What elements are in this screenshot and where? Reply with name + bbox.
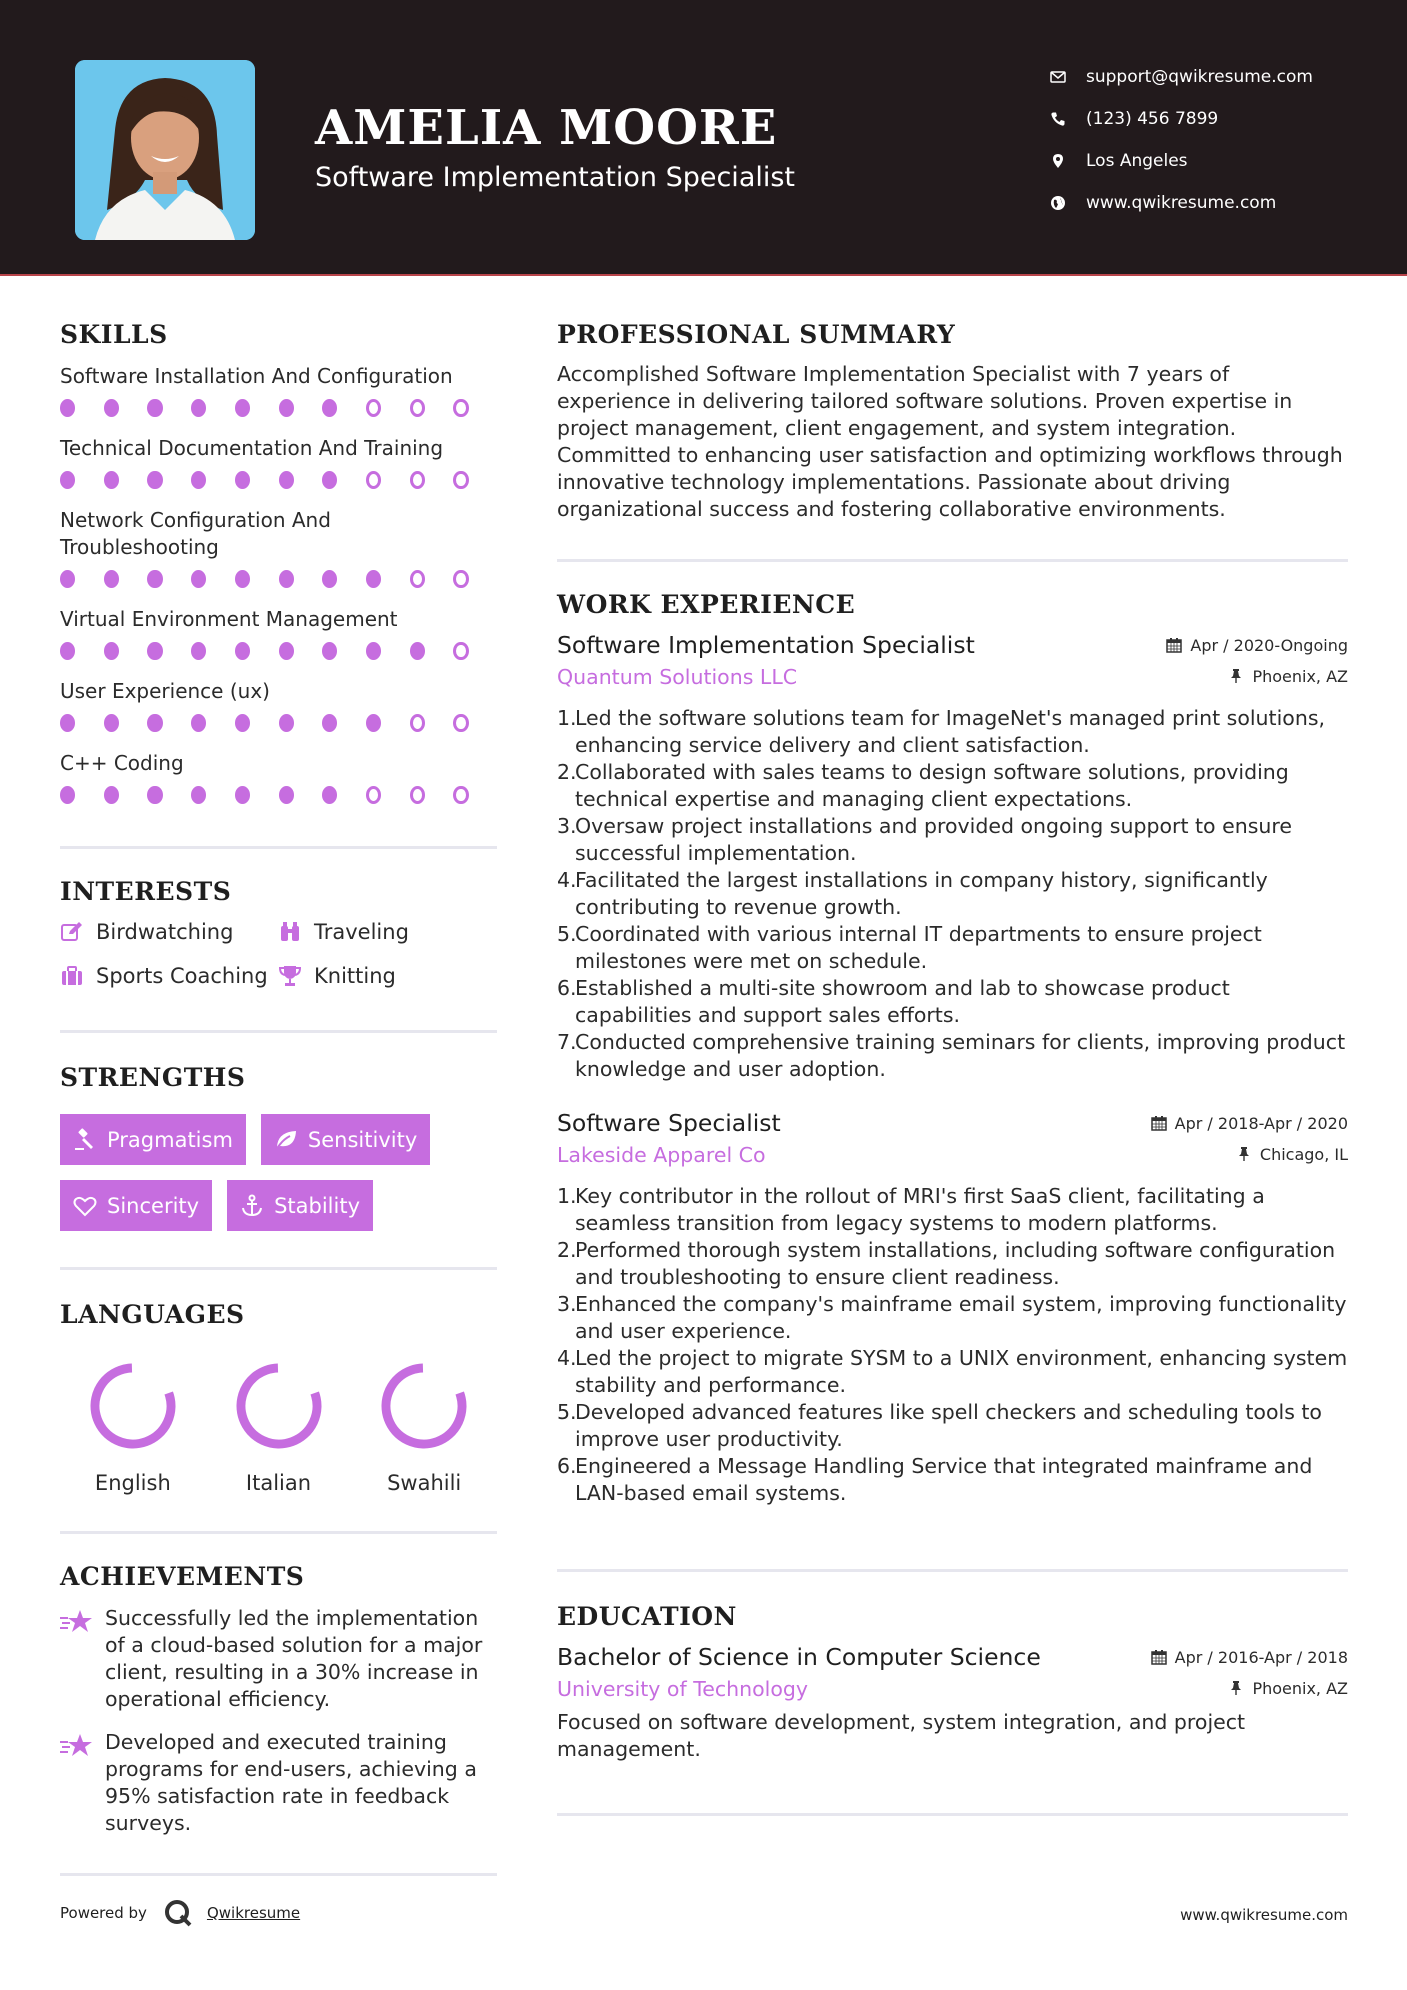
leaf-icon	[274, 1128, 298, 1152]
rating-dot-empty	[453, 714, 468, 732]
rating-dot-filled	[104, 714, 119, 732]
skill-rating	[60, 471, 497, 489]
rating-dot-empty	[366, 471, 381, 489]
skill-item	[60, 750, 497, 804]
rating-dot-filled	[60, 471, 75, 489]
duty-text: Enhanced the company's mainframe email system, improving functionality and user experience.	[575, 1292, 1347, 1343]
star-icon	[60, 1605, 105, 1713]
contact-email[interactable]	[1050, 56, 1313, 98]
education-location-text: Phoenix, AZ	[1252, 1678, 1348, 1698]
interest-label: Traveling	[314, 920, 409, 944]
calendar-icon	[1151, 1115, 1167, 1131]
candidate-title: Software Implementation Specialist	[315, 162, 796, 193]
rating-dot-filled	[235, 399, 250, 417]
section-divider	[557, 1569, 1348, 1572]
calendar-icon	[1151, 1649, 1167, 1665]
duty-text: Collaborated with sales teams to design software solutions, providing technical expertise and managing client expectations.	[575, 760, 1289, 811]
strength-label: Sincerity	[107, 1193, 200, 1218]
trophy-icon	[278, 964, 314, 988]
job-location-text: Chicago, IL	[1259, 1144, 1348, 1164]
rating-dot-filled	[147, 642, 162, 660]
rating-dot-filled	[279, 570, 294, 588]
achievements-section	[60, 1562, 497, 1837]
duty-text: Led the software solutions team for ImageNet's managed print solutions, enhancing service delivery and client satisfaction.	[575, 706, 1326, 757]
language-item	[60, 1359, 206, 1495]
contact-list	[1050, 56, 1313, 224]
job-location	[1228, 667, 1348, 686]
languages-list	[60, 1359, 497, 1495]
language-progress-ring	[86, 1359, 180, 1453]
contact-website[interactable]	[1050, 182, 1313, 224]
duties-list	[557, 705, 1348, 1083]
skill-rating	[60, 642, 497, 660]
interest-item	[60, 920, 278, 944]
language-progress-ring	[377, 1359, 471, 1453]
skill-name: Technical Documentation And Training	[60, 436, 444, 460]
rating-dot-filled	[147, 570, 162, 588]
summary-text: Accomplished Software Implementation Specialist with 7 years of experience in delivering tailored software solutions. Proven expertise in project management, client engagement, and system integration. Committed to enhancing user satisfaction and optimizing workflows through innovative technology implementations. Passionate about driving organizational success and fostering collaborative environments.	[557, 362, 1343, 521]
section-divider	[557, 1813, 1348, 1816]
duty-item	[557, 1183, 1348, 1237]
language-name: Swahili	[387, 1471, 462, 1495]
school-name: University of Technology	[557, 1677, 809, 1701]
rating-dot-empty	[410, 786, 425, 804]
skill-item	[60, 435, 497, 489]
job-location	[1236, 1145, 1348, 1164]
duty-text: Engineered a Message Handling Service that integrated mainframe and LAN-based email systems.	[575, 1454, 1313, 1505]
interest-item	[278, 920, 478, 944]
achievement-item	[60, 1729, 497, 1837]
rating-dot-filled	[322, 714, 337, 732]
rating-dot-empty	[453, 570, 468, 588]
language-name: English	[94, 1471, 171, 1495]
star-icon	[60, 1729, 105, 1837]
rating-dot-filled	[279, 786, 294, 804]
section-divider	[60, 1873, 497, 1876]
contact-website-text: www.qwikresume.com	[1086, 193, 1277, 213]
strength-label: Sensitivity	[307, 1127, 418, 1152]
rating-dot-empty	[410, 471, 425, 489]
job-entry	[557, 1109, 1348, 1507]
rating-dot-filled	[191, 642, 206, 660]
duty-item	[557, 1453, 1348, 1507]
achievements-heading: ACHIEVEMENTS	[60, 1562, 305, 1591]
skill-item	[60, 678, 497, 732]
pushpin-icon	[1236, 1146, 1252, 1162]
achievement-text: Developed and executed training programs for end-users, achieving a 95% satisfaction rate in feedback surveys.	[105, 1730, 477, 1835]
skill-item	[60, 606, 497, 660]
footer-powered-by	[60, 1898, 300, 1928]
profile-photo	[75, 60, 255, 240]
interest-item	[278, 964, 478, 988]
section-divider	[60, 846, 497, 849]
duty-text: Conducted comprehensive training seminars for clients, improving product knowledge and user adoption.	[575, 1030, 1346, 1081]
duty-text: Led the project to migrate SYSM to a UNIX environment, enhancing system stability and performance.	[575, 1346, 1348, 1397]
strength-tag	[60, 1180, 212, 1231]
rating-dot-filled	[366, 570, 381, 588]
footer-url[interactable]: www.qwikresume.com	[1180, 1906, 1348, 1924]
rating-dot-filled	[104, 471, 119, 489]
education-heading: EDUCATION	[557, 1602, 737, 1631]
strength-tag	[60, 1114, 246, 1165]
job-title: Software Implementation Specialist	[557, 631, 975, 659]
rating-dot-filled	[322, 786, 337, 804]
phone-icon	[1050, 111, 1086, 127]
interests-heading: INTERESTS	[60, 877, 232, 906]
skills-section	[60, 320, 497, 804]
skill-name: C++ Coding	[60, 751, 184, 775]
rating-dot-filled	[279, 471, 294, 489]
education-dates-text: Apr / 2016-Apr / 2018	[1174, 1647, 1348, 1667]
rating-dot-empty	[410, 570, 425, 588]
duty-item	[557, 1029, 1348, 1083]
rating-dot-empty	[410, 714, 425, 732]
rating-dot-filled	[279, 642, 294, 660]
rating-dot-filled	[410, 642, 425, 660]
rating-dot-empty	[453, 642, 468, 660]
duty-number: 4.	[557, 868, 577, 892]
interests-list	[60, 920, 497, 988]
duty-text: Oversaw project installations and provided ongoing support to ensure successful implementation.	[575, 814, 1292, 865]
pushpin-icon	[1228, 668, 1244, 684]
rating-dot-filled	[235, 786, 250, 804]
gavel-icon	[73, 1128, 97, 1152]
language-item	[206, 1359, 352, 1495]
skill-name: Network Configuration And Troubleshooting	[60, 508, 331, 559]
duty-number: 4.	[557, 1346, 577, 1370]
rating-dot-empty	[366, 786, 381, 804]
strength-label: Pragmatism	[107, 1127, 233, 1152]
summary-heading: PROFESSIONAL SUMMARY	[557, 320, 956, 349]
job-entry	[557, 631, 1348, 1083]
pencil-square-icon	[60, 920, 96, 944]
section-divider	[557, 559, 1348, 562]
binoculars-icon	[278, 920, 314, 944]
skills-heading: SKILLS	[60, 320, 168, 349]
rating-dot-filled	[235, 471, 250, 489]
education-section	[557, 1602, 1348, 1763]
skill-rating	[60, 786, 497, 804]
duty-number: 5.	[557, 922, 577, 946]
contact-phone[interactable]	[1050, 98, 1313, 140]
rating-dot-filled	[191, 471, 206, 489]
section-divider	[60, 1030, 497, 1033]
rating-dot-filled	[104, 399, 119, 417]
rating-dot-filled	[235, 714, 250, 732]
duties-list	[557, 1183, 1348, 1507]
resume-header	[0, 0, 1407, 276]
rating-dot-filled	[235, 570, 250, 588]
rating-dot-filled	[60, 642, 75, 660]
heart-icon	[73, 1194, 97, 1218]
duty-item	[557, 705, 1348, 759]
achievement-text: Successfully led the implementation of a cloud-based solution for a major client, resulting in a 30% increase in operational efficiency.	[105, 1606, 483, 1711]
interest-label: Knitting	[314, 964, 396, 988]
duty-text: Established a multi-site showroom and lab to showcase product capabilities and support sales efforts.	[575, 976, 1230, 1027]
duty-item	[557, 759, 1348, 813]
skill-name: Virtual Environment Management	[60, 607, 398, 631]
job-dates-text: Apr / 2020-Ongoing	[1190, 635, 1348, 655]
company-name: Quantum Solutions LLC	[557, 665, 798, 689]
contact-location-text: Los Angeles	[1086, 151, 1188, 171]
anchor-icon	[240, 1194, 264, 1218]
rating-dot-filled	[104, 786, 119, 804]
rating-dot-filled	[322, 399, 337, 417]
contact-email-text: support@qwikresume.com	[1086, 67, 1313, 87]
skill-item	[60, 363, 497, 417]
skill-name: Software Installation And Configuration	[60, 364, 453, 388]
strength-tag	[261, 1114, 430, 1165]
rating-dot-filled	[147, 399, 162, 417]
rating-dot-empty	[453, 471, 468, 489]
summary-section	[557, 320, 1348, 523]
experience-heading: WORK EXPERIENCE	[557, 590, 856, 619]
rating-dot-filled	[147, 786, 162, 804]
interest-item	[60, 964, 278, 988]
strengths-heading: STRENGTHS	[60, 1063, 246, 1092]
skill-rating	[60, 399, 497, 417]
location-pin-icon	[1050, 153, 1086, 169]
qwikresume-link[interactable]: Qwikresume	[206, 1904, 301, 1922]
rating-dot-filled	[366, 714, 381, 732]
experience-section	[557, 590, 1348, 1507]
strengths-list	[60, 1114, 497, 1231]
duty-number: 5.	[557, 1400, 577, 1424]
qwikresume-logo-icon	[163, 1898, 193, 1928]
rating-dot-empty	[366, 399, 381, 417]
education-dates	[1151, 1648, 1348, 1667]
rating-dot-filled	[279, 399, 294, 417]
rating-dot-filled	[366, 642, 381, 660]
rating-dot-filled	[147, 471, 162, 489]
skills-list	[60, 363, 497, 804]
right-column	[557, 320, 1348, 1816]
duty-text: Coordinated with various internal IT departments to ensure project milestones were met on schedule.	[575, 922, 1262, 973]
section-divider	[60, 1267, 497, 1270]
skill-name: User Experience (ux)	[60, 679, 270, 703]
calendar-icon	[1166, 637, 1182, 653]
duty-number: 3.	[557, 1292, 577, 1316]
languages-section	[60, 1300, 497, 1495]
job-location-text: Phoenix, AZ	[1252, 666, 1348, 686]
rating-dot-filled	[322, 570, 337, 588]
pushpin-icon	[1228, 1680, 1244, 1696]
rating-dot-empty	[453, 399, 468, 417]
duty-item	[557, 867, 1348, 921]
rating-dot-filled	[104, 642, 119, 660]
rating-dot-filled	[147, 714, 162, 732]
duty-text: Performed thorough system installations, including software configuration and troubleshooting to ensure client readiness.	[575, 1238, 1336, 1289]
language-name: Italian	[245, 1471, 312, 1495]
job-dates-text: Apr / 2018-Apr / 2020	[1174, 1113, 1348, 1133]
company-name: Lakeside Apparel Co	[557, 1143, 766, 1167]
language-item	[351, 1359, 497, 1495]
duty-item	[557, 975, 1348, 1029]
skill-item	[60, 507, 497, 588]
rating-dot-filled	[104, 570, 119, 588]
rating-dot-filled	[60, 786, 75, 804]
contact-location	[1050, 140, 1313, 182]
interest-label: Sports Coaching	[96, 964, 268, 988]
rating-dot-filled	[322, 471, 337, 489]
suitcase-icon	[60, 964, 96, 988]
duty-item	[557, 813, 1348, 867]
skill-rating	[60, 714, 497, 732]
rating-dot-filled	[60, 399, 75, 417]
rating-dot-empty	[453, 786, 468, 804]
duty-number: 7.	[557, 1030, 577, 1054]
strength-tag	[227, 1180, 373, 1231]
duty-item	[557, 1237, 1348, 1291]
interests-section	[60, 877, 497, 988]
globe-icon	[1050, 195, 1086, 211]
left-column	[60, 320, 497, 1876]
job-dates	[1151, 1114, 1348, 1133]
job-dates	[1166, 636, 1348, 655]
rating-dot-empty	[410, 399, 425, 417]
rating-dot-filled	[191, 786, 206, 804]
rating-dot-filled	[191, 399, 206, 417]
duty-number: 1.	[557, 1184, 577, 1208]
education-location	[1228, 1679, 1348, 1698]
duty-number: 6.	[557, 976, 577, 1000]
duty-number: 2.	[557, 760, 577, 784]
duty-item	[557, 1399, 1348, 1453]
languages-heading: LANGUAGES	[60, 1300, 245, 1329]
education-description: Focused on software development, system integration, and project management.	[557, 1710, 1246, 1761]
duty-item	[557, 1345, 1348, 1399]
section-divider	[60, 1531, 497, 1534]
duty-number: 3.	[557, 814, 577, 838]
duty-text: Developed advanced features like spell checkers and scheduling tools to improve user productivity.	[575, 1400, 1322, 1451]
job-title: Software Specialist	[557, 1109, 781, 1137]
duty-number: 2.	[557, 1238, 577, 1262]
duty-item	[557, 921, 1348, 975]
language-progress-ring	[232, 1359, 326, 1453]
strengths-section	[60, 1063, 497, 1231]
rating-dot-filled	[322, 642, 337, 660]
powered-by-text: Powered by	[60, 1904, 147, 1922]
interest-label: Birdwatching	[96, 920, 234, 944]
rating-dot-filled	[60, 570, 75, 588]
rating-dot-filled	[191, 570, 206, 588]
achievement-item	[60, 1605, 497, 1713]
duty-text: Key contributor in the rollout of MRI's first SaaS client, facilitating a seamless transition from legacy systems to modern platforms.	[575, 1184, 1265, 1235]
duty-number: 6.	[557, 1454, 577, 1478]
strength-label: Stability	[274, 1193, 361, 1218]
contact-phone-text: (123) 456 7899	[1086, 109, 1219, 129]
skill-rating	[60, 570, 497, 588]
envelope-icon	[1050, 69, 1086, 85]
duty-number: 1.	[557, 706, 577, 730]
degree-title: Bachelor of Science in Computer Science	[557, 1643, 1041, 1671]
rating-dot-filled	[60, 714, 75, 732]
rating-dot-filled	[279, 714, 294, 732]
rating-dot-filled	[235, 642, 250, 660]
duty-item	[557, 1291, 1348, 1345]
candidate-name: AMELIA MOORE	[315, 100, 778, 156]
duty-text: Facilitated the largest installations in company history, significantly contributing to revenue growth.	[575, 868, 1268, 919]
rating-dot-filled	[191, 714, 206, 732]
